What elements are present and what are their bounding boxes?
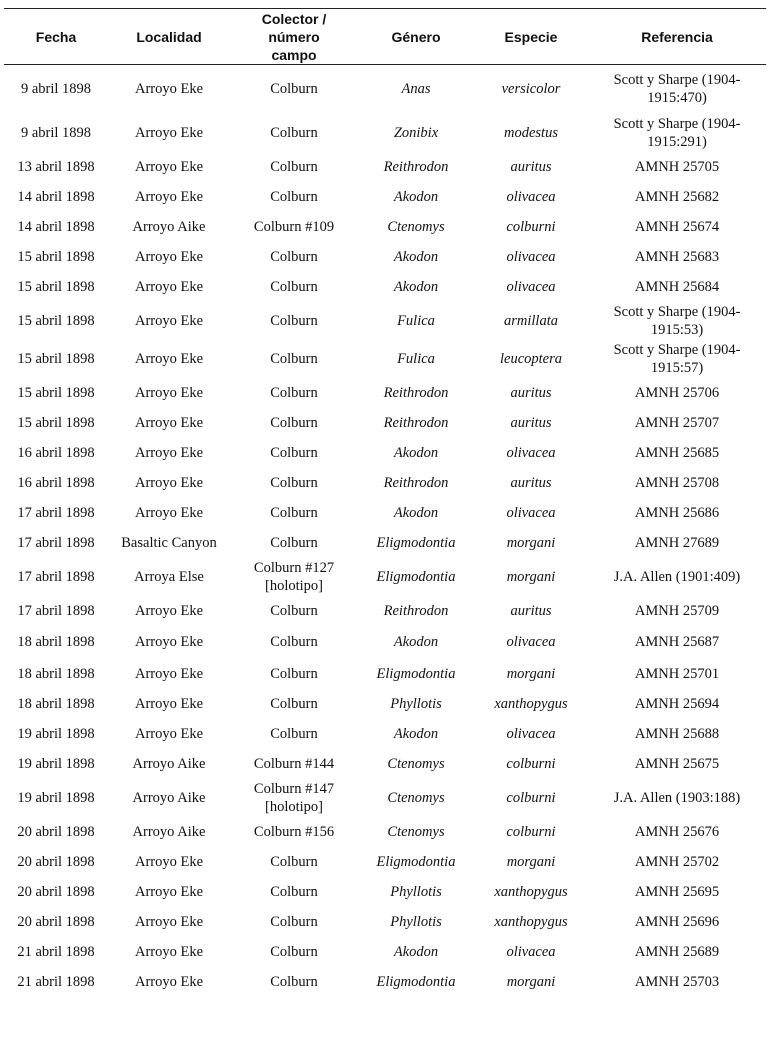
table-row <box>4 847 766 877</box>
cell-fecha: 15 abril 1898 <box>17 312 95 329</box>
cell-fecha: 9 abril 1898 <box>20 81 92 98</box>
cell-fecha: 20 abril 1898 <box>17 883 95 900</box>
table-row <box>4 152 766 182</box>
cell-especie: colburni <box>506 789 556 806</box>
cell-fecha: 20 abril 1898 <box>17 853 95 870</box>
cell-especie: xanthopygus <box>494 695 568 712</box>
cell-localidad: Arroyo Aike <box>132 218 206 235</box>
cell-localidad: Arroyo Aike <box>132 823 206 840</box>
table-row <box>4 340 766 378</box>
cell-especie: colburni <box>506 218 556 235</box>
header-referencia: Referencia <box>641 28 713 45</box>
cell-referencia: J.A. Allen (1903:188) <box>613 789 741 806</box>
header-especie: Especie <box>504 28 558 45</box>
cell-referencia: AMNH 25707 <box>634 414 720 431</box>
cell-referencia: AMNH 25709 <box>634 602 720 619</box>
cell-colector: Colburn <box>270 414 318 431</box>
table-row <box>4 65 766 114</box>
cell-referencia: Scott y Sharpe (1904-1915:470) <box>613 72 741 107</box>
cell-fecha: 15 abril 1898 <box>17 384 95 401</box>
cell-colector: Colburn <box>270 853 318 870</box>
cell-localidad: Arroyo Eke <box>134 414 204 431</box>
cell-referencia: AMNH 25675 <box>634 755 720 772</box>
cell-especie: olivacea <box>506 943 556 960</box>
table-row <box>4 967 766 997</box>
cell-referencia: AMNH 25701 <box>634 665 720 682</box>
cell-genero: Akodon <box>393 943 439 960</box>
cell-fecha: 17 abril 1898 <box>17 568 95 585</box>
cell-localidad: Arroyo Eke <box>134 188 204 205</box>
cell-fecha: 13 abril 1898 <box>17 158 95 175</box>
cell-genero: Phyllotis <box>390 913 442 930</box>
cell-localidad: Arroyo Eke <box>134 312 204 329</box>
cell-fecha: 17 abril 1898 <box>17 534 95 551</box>
cell-genero: Akodon <box>393 444 439 461</box>
table-row <box>4 182 766 212</box>
cell-genero: Eligmodontia <box>376 568 456 585</box>
cell-genero: Akodon <box>393 188 439 205</box>
cell-referencia: AMNH 25689 <box>634 943 720 960</box>
cell-especie: auritus <box>510 384 552 401</box>
cell-colector: Colburn #144 <box>253 755 335 772</box>
cell-fecha: 15 abril 1898 <box>17 248 95 265</box>
cell-referencia: AMNH 25683 <box>634 248 720 265</box>
cell-genero: Reithrodon <box>383 384 449 401</box>
table-header <box>4 9 766 65</box>
table-row <box>4 749 766 779</box>
cell-localidad: Arroyo Eke <box>134 444 204 461</box>
cell-fecha: 14 abril 1898 <box>17 188 95 205</box>
cell-especie: auritus <box>510 414 552 431</box>
cell-localidad: Arroyo Eke <box>134 725 204 742</box>
cell-especie: xanthopygus <box>494 883 568 900</box>
cell-localidad: Arroyo Aike <box>132 755 206 772</box>
cell-fecha: 17 abril 1898 <box>17 602 95 619</box>
header-fecha: Fecha <box>35 28 77 45</box>
cell-genero: Ctenomys <box>387 218 445 235</box>
cell-genero: Phyllotis <box>390 695 442 712</box>
cell-fecha: 21 abril 1898 <box>17 973 95 990</box>
cell-localidad: Arroyo Eke <box>134 504 204 521</box>
cell-especie: morgani <box>506 534 556 551</box>
cell-localidad: Arroyo Eke <box>134 883 204 900</box>
cell-colector: Colburn <box>270 943 318 960</box>
cell-especie: leucoptera <box>499 350 562 367</box>
cell-colector: Colburn #147 [holotipo] <box>253 780 335 815</box>
cell-genero: Akodon <box>393 248 439 265</box>
table-row <box>4 438 766 468</box>
header-row <box>4 9 766 65</box>
cell-referencia: Scott y Sharpe (1904-1915:53) <box>613 303 741 338</box>
cell-colector: Colburn <box>270 278 318 295</box>
cell-genero: Reithrodon <box>383 158 449 175</box>
cell-localidad: Basaltic Canyon <box>121 534 217 551</box>
cell-fecha: 16 abril 1898 <box>17 444 95 461</box>
cell-referencia: AMNH 25685 <box>634 444 720 461</box>
cell-referencia: Scott y Sharpe (1904-1915:291) <box>613 115 741 150</box>
cell-referencia: AMNH 25686 <box>634 504 720 521</box>
cell-colector: Colburn <box>270 973 318 990</box>
table-row <box>4 719 766 749</box>
cell-colector: Colburn <box>270 81 318 98</box>
cell-localidad: Arroyo Eke <box>134 474 204 491</box>
cell-genero: Akodon <box>393 725 439 742</box>
cell-colector: Colburn <box>270 665 318 682</box>
cell-localidad: Arroyo Eke <box>134 248 204 265</box>
cell-referencia: AMNH 25706 <box>634 384 720 401</box>
cell-especie: olivacea <box>506 444 556 461</box>
cell-especie: auritus <box>510 158 552 175</box>
cell-colector: Colburn <box>270 534 318 551</box>
cell-especie: morgani <box>506 853 556 870</box>
cell-colector: Colburn <box>270 913 318 930</box>
cell-especie: armillata <box>504 312 558 329</box>
cell-localidad: Arroyo Eke <box>134 634 204 650</box>
cell-colector: Colburn <box>270 725 318 742</box>
cell-localidad: Arroyo Eke <box>134 602 204 619</box>
cell-fecha: 14 abril 1898 <box>17 218 95 235</box>
cell-especie: olivacea <box>506 634 556 650</box>
cell-referencia: AMNH 27689 <box>634 534 720 551</box>
cell-localidad: Arroya Else <box>134 568 204 585</box>
cell-fecha: 21 abril 1898 <box>17 943 95 960</box>
table-row <box>4 212 766 242</box>
cell-localidad: Arroyo Eke <box>134 943 204 960</box>
cell-localidad: Arroyo Eke <box>134 350 204 367</box>
header-genero: Género <box>391 28 441 45</box>
table-row <box>4 242 766 272</box>
cell-genero: Akodon <box>393 634 439 650</box>
cell-genero: Ctenomys <box>387 789 445 806</box>
cell-localidad: Arroyo Aike <box>132 789 206 806</box>
cell-especie: morgani <box>506 568 556 585</box>
cell-especie: auritus <box>510 474 552 491</box>
cell-colector: Colburn <box>270 384 318 401</box>
cell-referencia: AMNH 25694 <box>634 695 720 712</box>
header-colector-label: Colector / número campo <box>261 10 327 63</box>
cell-fecha: 9 abril 1898 <box>20 124 92 141</box>
table-row <box>4 528 766 558</box>
cell-referencia: Scott y Sharpe (1904-1915:57) <box>613 341 741 376</box>
table-row <box>4 498 766 528</box>
cell-fecha: 15 abril 1898 <box>17 278 95 295</box>
cell-localidad: Arroyo Eke <box>134 124 204 141</box>
cell-especie: colburni <box>506 823 556 840</box>
cell-fecha: 19 abril 1898 <box>17 725 95 742</box>
cell-genero: Akodon <box>393 278 439 295</box>
table-row <box>4 114 766 152</box>
cell-colector: Colburn <box>270 444 318 461</box>
table-row <box>4 907 766 937</box>
cell-colector: Colburn #156 <box>253 823 335 840</box>
cell-genero: Reithrodon <box>383 414 449 431</box>
cell-localidad: Arroyo Eke <box>134 81 204 98</box>
cell-especie: olivacea <box>506 248 556 265</box>
cell-colector: Colburn <box>270 188 318 205</box>
cell-genero: Zonibix <box>393 124 439 141</box>
cell-fecha: 20 abril 1898 <box>17 913 95 930</box>
table-row <box>4 689 766 719</box>
cell-referencia: AMNH 25684 <box>634 278 720 295</box>
cell-localidad: Arroyo Eke <box>134 695 204 712</box>
cell-colector: Colburn <box>270 602 318 619</box>
cell-referencia: AMNH 25687 <box>634 634 720 650</box>
table-row <box>4 596 766 626</box>
cell-colector: Colburn <box>270 883 318 900</box>
cell-localidad: Arroyo Eke <box>134 278 204 295</box>
table-row <box>4 558 766 596</box>
cell-fecha: 15 abril 1898 <box>17 350 95 367</box>
cell-referencia: J.A. Allen (1901:409) <box>613 568 741 585</box>
cell-fecha: 18 abril 1898 <box>17 695 95 712</box>
cell-genero: Eligmodontia <box>376 853 456 870</box>
cell-referencia: AMNH 25703 <box>634 973 720 990</box>
cell-especie: olivacea <box>506 725 556 742</box>
header-localidad: Localidad <box>136 28 202 45</box>
cell-referencia: AMNH 25702 <box>634 853 720 870</box>
cell-colector: Colburn #109 <box>253 218 335 235</box>
cell-genero: Fulica <box>397 350 435 367</box>
cell-colector: Colburn <box>270 504 318 521</box>
cell-genero: Ctenomys <box>387 755 445 772</box>
cell-colector: Colburn <box>270 248 318 265</box>
header-colector <box>230 9 358 65</box>
cell-localidad: Arroyo Eke <box>134 384 204 401</box>
cell-referencia: AMNH 25688 <box>634 725 720 742</box>
table-row <box>4 626 766 659</box>
cell-referencia: AMNH 25695 <box>634 883 720 900</box>
cell-colector: Colburn <box>270 312 318 329</box>
cell-colector: Colburn <box>270 158 318 175</box>
cell-referencia: AMNH 25705 <box>634 158 720 175</box>
cell-genero: Eligmodontia <box>376 973 456 990</box>
table-row <box>4 378 766 408</box>
table-body <box>4 65 766 997</box>
cell-referencia: AMNH 25682 <box>634 188 720 205</box>
cell-especie: modestus <box>504 124 558 141</box>
cell-especie: xanthopygus <box>494 913 568 930</box>
cell-genero: Phyllotis <box>390 883 442 900</box>
cell-genero: Reithrodon <box>383 602 449 619</box>
cell-especie: colburni <box>506 755 556 772</box>
cell-colector: Colburn <box>270 695 318 712</box>
cell-fecha: 17 abril 1898 <box>17 504 95 521</box>
cell-referencia: AMNH 25676 <box>634 823 720 840</box>
cell-fecha: 18 abril 1898 <box>17 665 95 682</box>
cell-especie: olivacea <box>506 188 556 205</box>
cell-genero: Fulica <box>397 312 435 329</box>
cell-fecha: 19 abril 1898 <box>17 755 95 772</box>
specimen-table <box>4 8 766 997</box>
cell-fecha: 19 abril 1898 <box>17 789 95 806</box>
cell-especie: olivacea <box>506 278 556 295</box>
cell-localidad: Arroyo Eke <box>134 158 204 175</box>
cell-especie: morgani <box>506 973 556 990</box>
table-row <box>4 937 766 967</box>
cell-colector: Colburn <box>270 634 318 650</box>
cell-especie: auritus <box>510 602 552 619</box>
cell-referencia: AMNH 25708 <box>634 474 720 491</box>
table-row <box>4 272 766 302</box>
cell-colector: Colburn <box>270 474 318 491</box>
cell-referencia: AMNH 25674 <box>634 218 720 235</box>
cell-fecha: 18 abril 1898 <box>17 634 95 650</box>
cell-colector: Colburn <box>270 350 318 367</box>
table-row <box>4 817 766 847</box>
table-row <box>4 659 766 689</box>
table-row <box>4 468 766 498</box>
table-row <box>4 877 766 907</box>
cell-genero: Reithrodon <box>383 474 449 491</box>
cell-colector: Colburn <box>270 124 318 141</box>
cell-fecha: 20 abril 1898 <box>17 823 95 840</box>
cell-referencia: AMNH 25696 <box>634 913 720 930</box>
table-row <box>4 779 766 817</box>
table-row <box>4 408 766 438</box>
table-row <box>4 302 766 340</box>
cell-localidad: Arroyo Eke <box>134 973 204 990</box>
cell-genero: Ctenomys <box>387 823 445 840</box>
cell-genero: Anas <box>401 81 431 98</box>
cell-genero: Eligmodontia <box>376 665 456 682</box>
cell-genero: Akodon <box>393 504 439 521</box>
cell-fecha: 16 abril 1898 <box>17 474 95 491</box>
cell-localidad: Arroyo Eke <box>134 913 204 930</box>
cell-localidad: Arroyo Eke <box>134 665 204 682</box>
cell-fecha: 15 abril 1898 <box>17 414 95 431</box>
cell-especie: morgani <box>506 665 556 682</box>
cell-localidad: Arroyo Eke <box>134 853 204 870</box>
cell-especie: olivacea <box>506 504 556 521</box>
cell-genero: Eligmodontia <box>376 534 456 551</box>
cell-colector: Colburn #127 [holotipo] <box>253 559 335 594</box>
cell-especie: versicolor <box>501 81 561 98</box>
